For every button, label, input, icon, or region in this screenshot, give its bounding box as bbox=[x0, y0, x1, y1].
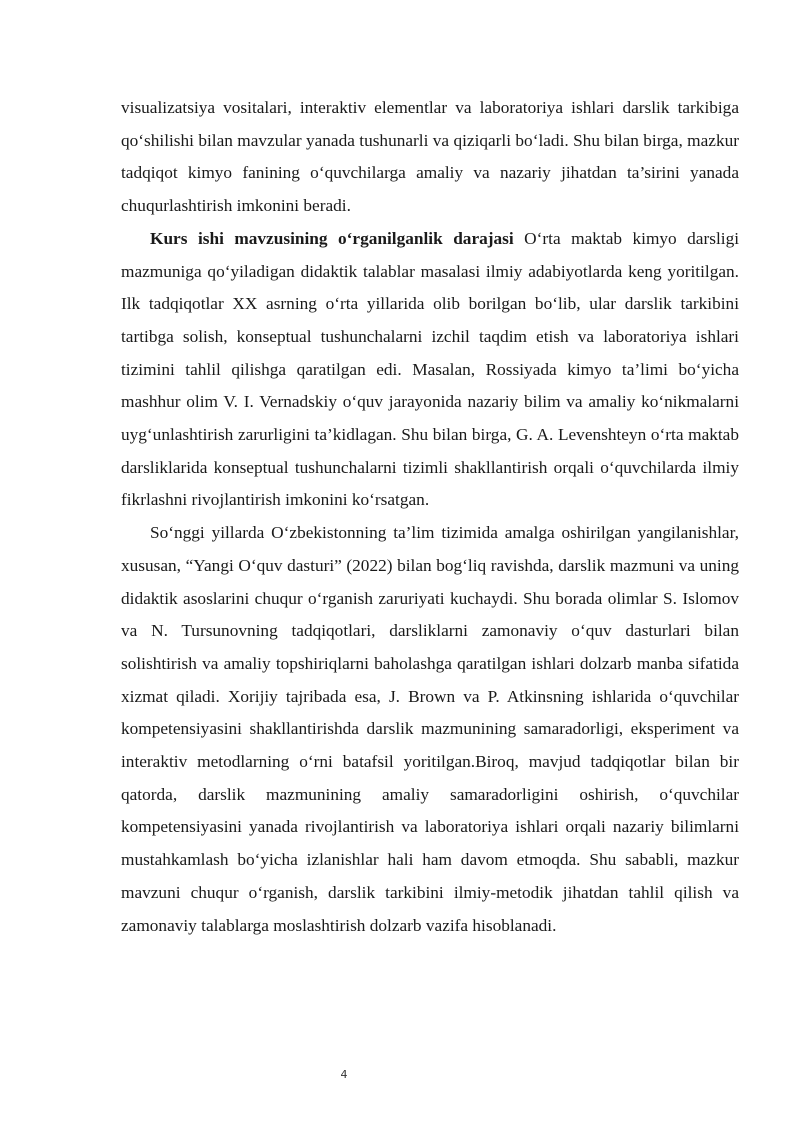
paragraph-1 bbox=[121, 92, 739, 223]
paragraph-3-text: So‘nggi yillarda O‘zbekistonning ta’lim tizimida amalga oshirilgan yangilanishlar, xususan, “Yangi O‘quv dasturi” (2022) bilan bog‘liq ravishda, darslik mazmuni va uning didaktik asoslarini chuqur o‘rganish zaruriyati kuchaydi. Shu borada olimlar S. Islomov va N. Tursunovning tadqiqotlari, darsliklarni zamonaviy o‘quv dasturlari bilan solishtirish va amaliy topshiriqlarni baholashga qaratilgan ishlari dolzarb manba sifatida xizmat qiladi. Xorijiy tajribada esa, J. Brown va P. Atkinsning ishlarida o‘quvchilar kompetensiyasini shakllantirishda darslik mazmunining samaradorligi, eksperiment va interaktiv metodlarning o‘rni batafsil yoritilgan.Biroq, mavjud tadqiqotlar bilan bir qatorda, darslik mazmunining amaliy samaradorligini oshirish, o‘quvchilar kompetensiyasini yanada rivojlantirish va laboratoriya ishlari orqali nazariy bilimlarni mustahkamlash bo‘yicha izlanishlar hali ham davom etmoqda. Shu sababli, mazkur mavzuni chuqur o‘rganish, darslik tarkibini ilmiy-metodik jihatdan tahlil qilish va zamonaviy talablarga moslashtirish dolzarb vazifa hisoblanadi. bbox=[121, 523, 739, 935]
body-text bbox=[121, 92, 739, 942]
paragraph-2-text: O‘rta maktab kimyo darsligi mazmuniga qo‘yiladigan didaktik talablar masalasi ilmiy adabiyotlarda keng yoritilgan. Ilk tadqiqotlar XX asrning o‘rta yillarida olib borilgan bo‘lib, ular darslik tarkibini tartibga solish, konseptual tushunchalarni izchil taqdim etish va laboratoriya ishlari tizimini tahlil qilishga qaratilgan edi. Masalan, Rossiyada kimyo ta’limi bo‘yicha mashhur olim V. I. Vernadskiy o‘quv jarayonida nazariy bilim va amaliy ko‘nikmalarni uyg‘unlashtirish zarurligini ta’kidlagan. Shu bilan birga, G. A. Levenshteyn o‘rta maktab darsliklarida konseptual tushunchalarni tizimli shakllantirish orqali o‘quvchilarda ilmiy fikrlashni rivojlantirish imkonini ko‘rsatgan. bbox=[121, 228, 740, 510]
page-number: 4 bbox=[340, 1068, 348, 1081]
paragraph-1-text: visualizatsiya vositalari, interaktiv elementlar va laboratoriya ishlari darslik tarkibiga qo‘shilishi bilan mavzular yanada tushunarli va qiziqarli bo‘ladi. Shu bilan birga, mazkur tadqiqot kimyo fanining o‘quvchilarga amaliy va nazariy jihatdan ta’sirini yanada chuqurlashtirish imkonini beradi. bbox=[121, 98, 739, 216]
paragraph-2-lead: Kurs ishi mavzusining o‘rganilganlik darajasi bbox=[150, 228, 514, 248]
paragraph-3 bbox=[121, 517, 739, 942]
paragraph-2 bbox=[121, 223, 739, 517]
